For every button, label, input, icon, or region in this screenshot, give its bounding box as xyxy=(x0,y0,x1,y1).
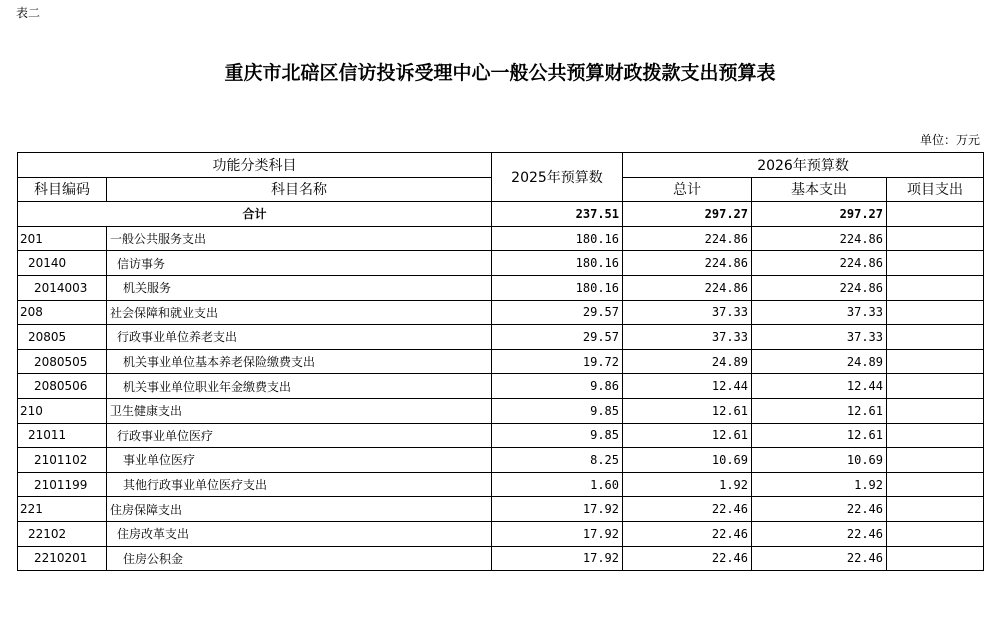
subject-name-cell: 其他行政事业单位医疗支出 xyxy=(107,472,492,497)
subject-code-cell: 2101102 xyxy=(18,448,107,473)
subject-code-cell: 20805 xyxy=(18,325,107,350)
budget-2025-cell: 17.92 xyxy=(492,497,623,522)
budget-2026-total-cell: 24.89 xyxy=(623,349,752,374)
budget-2025-cell: 9.85 xyxy=(492,423,623,448)
table-row xyxy=(18,300,984,325)
budget-2026-total-cell: 12.61 xyxy=(623,398,752,423)
table-row xyxy=(18,472,984,497)
subject-code-cell: 2210201 xyxy=(18,546,107,571)
budget-2026-basic-cell: 12.61 xyxy=(752,423,887,448)
table-row xyxy=(18,275,984,300)
table-row xyxy=(18,423,984,448)
total-budget-2026-total: 297.27 xyxy=(623,202,752,227)
budget-2026-basic-cell: 22.46 xyxy=(752,546,887,571)
budget-2026-project-cell xyxy=(887,300,984,325)
budget-2026-basic-cell: 12.61 xyxy=(752,398,887,423)
subject-name-cell: 事业单位医疗 xyxy=(107,448,492,473)
budget-2025-cell: 17.92 xyxy=(492,521,623,546)
budget-2026-project-cell xyxy=(887,349,984,374)
budget-2025-cell: 19.72 xyxy=(492,349,623,374)
budget-2026-total-cell: 10.69 xyxy=(623,448,752,473)
subject-name-cell: 信访事务 xyxy=(107,251,492,276)
sheet-label: 表二 xyxy=(16,6,41,20)
budget-2026-total-cell: 12.61 xyxy=(623,423,752,448)
budget-2025-cell: 17.92 xyxy=(492,546,623,571)
budget-2026-total-cell: 22.46 xyxy=(623,546,752,571)
table-row xyxy=(18,251,984,276)
budget-2026-total-cell: 37.33 xyxy=(623,325,752,350)
subject-name-cell: 卫生健康支出 xyxy=(107,398,492,423)
budget-2026-basic-cell: 224.86 xyxy=(752,251,887,276)
budget-2026-total-cell: 12.44 xyxy=(623,374,752,399)
budget-2026-basic-cell: 1.92 xyxy=(752,472,887,497)
subject-code-cell: 2080506 xyxy=(18,374,107,399)
subject-name-cell: 住房保障支出 xyxy=(107,497,492,522)
budget-2026-basic-cell: 10.69 xyxy=(752,448,887,473)
subject-name-cell: 行政事业单位医疗 xyxy=(107,423,492,448)
budget-2026-project-cell xyxy=(887,275,984,300)
subject-name-cell: 行政事业单位养老支出 xyxy=(107,325,492,350)
subject-code-cell: 22102 xyxy=(18,521,107,546)
total-budget-2026-basic: 297.27 xyxy=(752,202,887,227)
unit-label: 单位：万元 xyxy=(919,133,980,147)
header-row-1 xyxy=(18,153,984,178)
header-budget-2026: 2026年预算数 xyxy=(623,153,984,178)
subject-name-cell: 机关事业单位基本养老保险缴费支出 xyxy=(107,349,492,374)
header-functional-category: 功能分类科目 xyxy=(18,153,492,178)
budget-2026-project-cell xyxy=(887,472,984,497)
budget-2026-basic-cell: 24.89 xyxy=(752,349,887,374)
budget-2026-basic-cell: 22.46 xyxy=(752,497,887,522)
budget-2025-cell: 8.25 xyxy=(492,448,623,473)
budget-2025-cell: 9.85 xyxy=(492,398,623,423)
budget-2025-cell: 9.86 xyxy=(492,374,623,399)
table-row xyxy=(18,448,984,473)
budget-2026-project-cell xyxy=(887,423,984,448)
header-budget-2025: 2025年预算数 xyxy=(492,153,623,202)
budget-table xyxy=(17,152,984,571)
budget-2026-project-cell xyxy=(887,497,984,522)
subject-code-cell: 21011 xyxy=(18,423,107,448)
header-basic-expense: 基本支出 xyxy=(752,177,887,202)
budget-2026-total-cell: 224.86 xyxy=(623,275,752,300)
subject-code-cell: 2080505 xyxy=(18,349,107,374)
budget-2026-total-cell: 1.92 xyxy=(623,472,752,497)
header-subject-code: 科目编码 xyxy=(18,177,107,202)
table-row xyxy=(18,349,984,374)
budget-2025-cell: 29.57 xyxy=(492,325,623,350)
budget-2026-basic-cell: 37.33 xyxy=(752,325,887,350)
budget-2025-cell: 180.16 xyxy=(492,251,623,276)
subject-code-cell: 201 xyxy=(18,226,107,251)
budget-2026-project-cell xyxy=(887,226,984,251)
budget-2026-total-cell: 22.46 xyxy=(623,497,752,522)
budget-2025-cell: 1.60 xyxy=(492,472,623,497)
subject-code-cell: 2101199 xyxy=(18,472,107,497)
total-budget-2025: 237.51 xyxy=(492,202,623,227)
total-row xyxy=(18,202,984,227)
budget-2026-project-cell xyxy=(887,251,984,276)
total-label: 合计 xyxy=(18,202,492,227)
table-row xyxy=(18,546,984,571)
budget-2025-cell: 180.16 xyxy=(492,275,623,300)
subject-code-cell: 221 xyxy=(18,497,107,522)
budget-2026-project-cell xyxy=(887,546,984,571)
budget-2026-project-cell xyxy=(887,325,984,350)
total-budget-2026-project xyxy=(887,202,984,227)
subject-code-cell: 208 xyxy=(18,300,107,325)
subject-name-cell: 一般公共服务支出 xyxy=(107,226,492,251)
budget-2026-project-cell xyxy=(887,398,984,423)
table-row xyxy=(18,521,984,546)
budget-2026-project-cell xyxy=(887,521,984,546)
budget-2026-total-cell: 224.86 xyxy=(623,251,752,276)
budget-2025-cell: 180.16 xyxy=(492,226,623,251)
header-subject-name: 科目名称 xyxy=(107,177,492,202)
subject-code-cell: 2014003 xyxy=(18,275,107,300)
budget-2026-basic-cell: 224.86 xyxy=(752,226,887,251)
budget-2026-basic-cell: 37.33 xyxy=(752,300,887,325)
subject-name-cell: 机关服务 xyxy=(107,275,492,300)
table-row xyxy=(18,226,984,251)
budget-2025-cell: 29.57 xyxy=(492,300,623,325)
table-row xyxy=(18,398,984,423)
budget-2026-total-cell: 224.86 xyxy=(623,226,752,251)
budget-2026-project-cell xyxy=(887,374,984,399)
subject-name-cell: 住房公积金 xyxy=(107,546,492,571)
table-row xyxy=(18,374,984,399)
budget-2026-total-cell: 22.46 xyxy=(623,521,752,546)
budget-2026-basic-cell: 22.46 xyxy=(752,521,887,546)
table-row xyxy=(18,325,984,350)
subject-name-cell: 社会保障和就业支出 xyxy=(107,300,492,325)
subject-code-cell: 210 xyxy=(18,398,107,423)
budget-2026-basic-cell: 224.86 xyxy=(752,275,887,300)
subject-code-cell: 20140 xyxy=(18,251,107,276)
subject-name-cell: 住房改革支出 xyxy=(107,521,492,546)
budget-2026-total-cell: 37.33 xyxy=(623,300,752,325)
header-total: 总计 xyxy=(623,177,752,202)
budget-2026-basic-cell: 12.44 xyxy=(752,374,887,399)
header-project-expense: 项目支出 xyxy=(887,177,984,202)
subject-name-cell: 机关事业单位职业年金缴费支出 xyxy=(107,374,492,399)
table-row xyxy=(18,497,984,522)
budget-2026-project-cell xyxy=(887,448,984,473)
page-title: 重庆市北碚区信访投诉受理中心一般公共预算财政拨款支出预算表 xyxy=(224,62,776,84)
